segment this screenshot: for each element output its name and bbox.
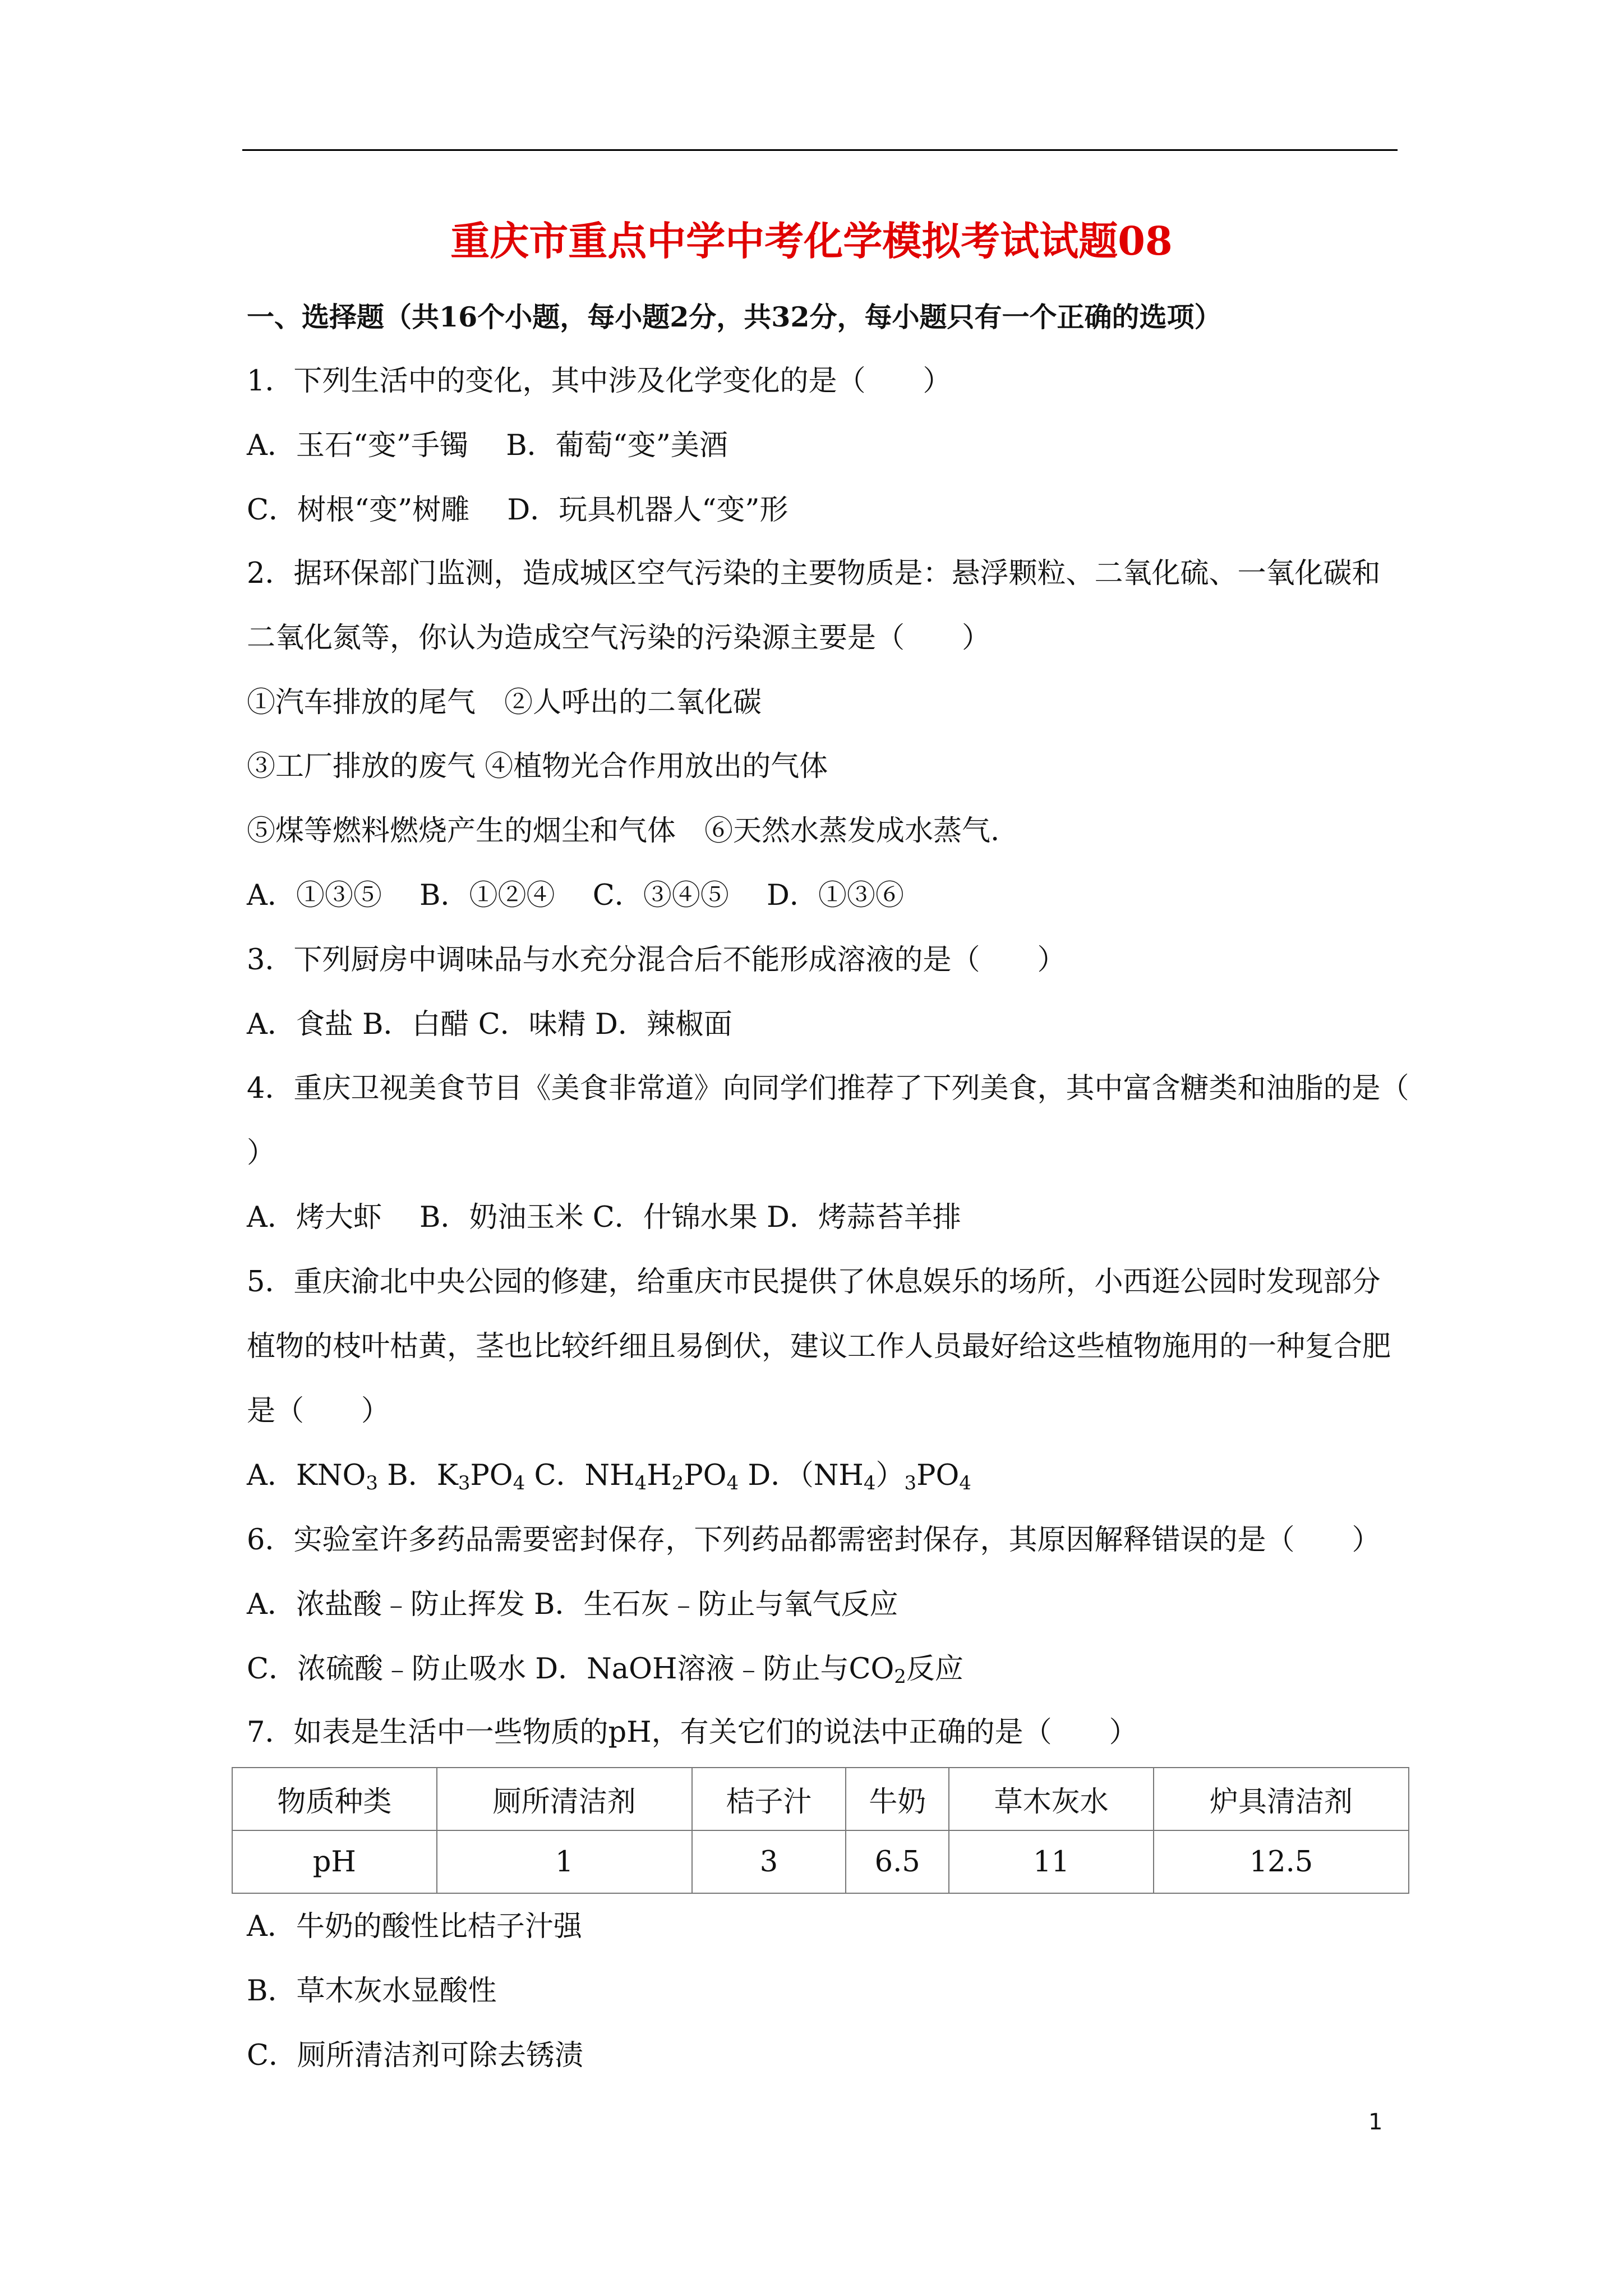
q5-stem-line1: 5．重庆渝北中央公园的修建，给重庆市民提供了休息娱乐的场所，小西逛公园时发现部分	[247, 1266, 1381, 1299]
table-cell: 3	[692, 1830, 846, 1893]
table-cell: 1	[437, 1830, 692, 1893]
q7-option-b: B．草木灰水显酸性	[247, 1975, 497, 2008]
q4-options: A．烤大虾 B．奶油玉米 C．什锦水果 D．烤蒜苔羊排	[247, 1201, 961, 1234]
q5-options: A．$KNO_3$ B．$K_3PO_4$ C．$NH_4H_2PO_4$ D．$(NH_4)_3PO_4$	[247, 1459, 971, 1494]
table-header-cell: 草木灰水	[949, 1768, 1154, 1830]
page-number: 1	[1368, 2109, 1383, 2135]
q2-item-3-4: ③工厂排放的废气 ④植物光合作用放出的气体	[247, 750, 828, 783]
q3-stem: 3．下列厨房中调味品与水充分混合后不能形成溶液的是（ ）	[247, 944, 1066, 977]
q6-options-ab: A．浓盐酸﹣防止挥发 B．生石灰﹣防止与氧气反应	[247, 1588, 898, 1621]
table-cell: 11	[949, 1830, 1154, 1893]
q6-options-cd: C．浓硫酸﹣防止吸水 D．NaOH溶液﹣防止与$CO_2$反应	[247, 1653, 963, 1688]
q7-option-a: A．牛奶的酸性比桔子汁强	[247, 1910, 582, 1943]
ph-table	[232, 1767, 1409, 1894]
q1-options-ab: A．玉石“变”手镯 B．葡萄“变”美酒	[247, 429, 728, 462]
table-header-cell: 物质种类	[232, 1768, 437, 1830]
q6-stem: 6．实验室许多药品需要密封保存，下列药品都需密封保存，其原因解释错误的是（ ）	[247, 1524, 1381, 1557]
table-row	[232, 1830, 1409, 1893]
table-header-cell: 炉具清洁剂	[1154, 1768, 1409, 1830]
q2-item-5-6: ⑤煤等燃料燃烧产生的烟尘和气体 ⑥天然水蒸发成水蒸气.	[247, 815, 1000, 848]
q7-option-c: C．厕所清洁剂可除去锈渍	[247, 2039, 584, 2072]
header-rule	[242, 149, 1398, 151]
table-row	[232, 1768, 1409, 1830]
q5-stem-line3: 是（ ）	[247, 1395, 390, 1428]
q2-options: A．①③⑤ B．①②④ C．③④⑤ D．①③⑥	[247, 879, 904, 912]
q5-stem-line2: 植物的枝叶枯黄，茎也比较纤细且易倒伏，建议工作人员最好给这些植物施用的一种复合肥	[247, 1330, 1391, 1363]
table-header-cell: 厕所清洁剂	[437, 1768, 692, 1830]
q1-options-cd: C．树根“变”树雕 D．玩具机器人“变”形	[247, 494, 789, 527]
table-cell: 6.5	[846, 1830, 949, 1893]
q4-stem-line1: 4．重庆卫视美食节目《美食非常道》向同学们推荐了下列美食，其中富含糖类和油脂的是（	[247, 1072, 1409, 1105]
q7-stem: 7．如表是生活中一些物质的pH，有关它们的说法中正确的是（ ）	[247, 1716, 1138, 1749]
q2-stem-line1: 2．据环保部门监测，造成城区空气污染的主要物质是：悬浮颗粒、二氧化硫、一氧化碳和	[247, 557, 1381, 590]
q2-stem-line2: 二氧化氮等，你认为造成空气污染的污染源主要是（ ）	[247, 622, 991, 655]
q1-stem: 1．下列生活中的变化，其中涉及化学变化的是（ ）	[247, 365, 952, 398]
q3-options: A．食盐 B．白醋 C．味精 D．辣椒面	[247, 1008, 732, 1041]
table-header-cell: 牛奶	[846, 1768, 949, 1830]
q4-stem-line2: ）	[247, 1137, 276, 1170]
table-cell: 12.5	[1154, 1830, 1409, 1893]
table-header-cell: 桔子汁	[692, 1768, 846, 1830]
table-cell: pH	[232, 1830, 437, 1893]
q2-item-1-2: ①汽车排放的尾气 ②人呼出的二氧化碳	[247, 686, 762, 719]
section-heading: 一、选择题（共16个小题，每小题2分，共32分，每小题只有一个正确的选项）	[247, 301, 1222, 333]
page-title: 重庆市重点中学中考化学模拟考试试题08	[450, 218, 1173, 264]
